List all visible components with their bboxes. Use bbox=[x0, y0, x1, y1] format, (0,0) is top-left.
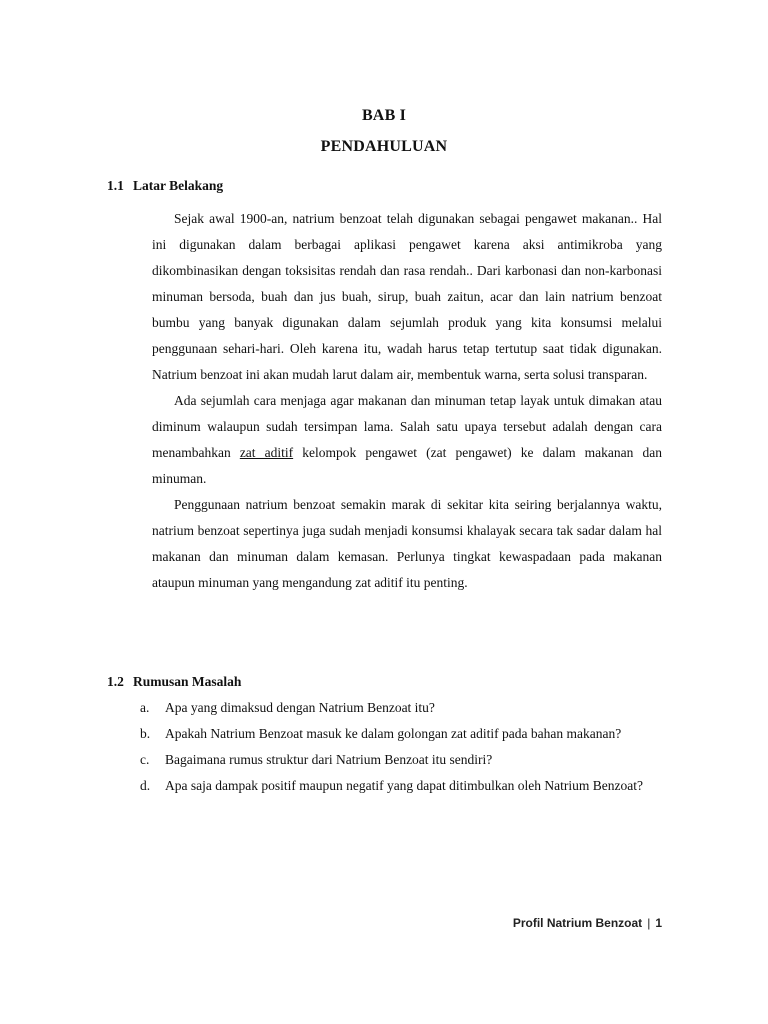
list-marker: b. bbox=[140, 726, 151, 741]
paragraph-text: Sejak awal 1900-an, natrium benzoat telah digunakan sebagai pengawet makanan.. Hal ini digunakan dalam berbagai aplikasi pengawet karena aksi antimikroba yang dikombinasikan dengan toksisitas rendah dan rasa rendah.. Dari karbonasi dan non-karbonasi minuman bersoda, buah dan jus buah, sirup, buah zaitun, acar dan lain natrium benzoat bumbu yang banyak digunakan dalam sejumlah produk yang kita konsumsi melalui penggunaan sehari-hari. Oleh karena itu, wadah harus tetap tertutup saat tidak digunakan. Natrium benzoat ini akan mudah larut dalam air, membentuk warna, serta solusi transparan. bbox=[152, 211, 662, 382]
paragraph-text: kelompok pengawet (zat pengawet) ke dalam makanan dan minuman. bbox=[152, 445, 662, 486]
section-number: 1.2 bbox=[107, 674, 124, 689]
section-title: Rumusan Masalah bbox=[133, 674, 242, 689]
underlined-term: zat aditif bbox=[239, 445, 294, 460]
paragraph bbox=[152, 492, 662, 596]
chapter-title: PENDAHULUAN bbox=[320, 138, 448, 155]
paragraph bbox=[152, 206, 662, 388]
problem-list bbox=[140, 695, 662, 799]
list-item-text: Apa yang dimaksud dengan Natrium Benzoat itu? bbox=[165, 700, 435, 715]
list-item bbox=[140, 773, 662, 799]
section-title: Latar Belakang bbox=[133, 178, 224, 193]
section-heading-rumusan-masalah bbox=[107, 674, 241, 690]
background-section-body bbox=[152, 206, 662, 596]
list-item bbox=[140, 695, 662, 721]
list-item bbox=[140, 721, 662, 747]
list-item-text: Apa saja dampak positif maupun negatif yang dapat ditimbulkan oleh Natrium Benzoat? bbox=[165, 778, 643, 793]
section-heading-latar-belakang bbox=[107, 178, 223, 194]
list-item-text: Bagaimana rumus struktur dari Natrium Benzoat itu sendiri? bbox=[165, 752, 493, 767]
footer-separator: | bbox=[647, 916, 651, 930]
page-number: 1 bbox=[655, 916, 662, 930]
list-marker: a. bbox=[140, 700, 150, 715]
section-number: 1.1 bbox=[107, 178, 124, 193]
footer-title: Profil Natrium Benzoat bbox=[512, 916, 643, 930]
list-marker: c. bbox=[140, 752, 150, 767]
page-footer bbox=[513, 916, 662, 930]
chapter-label: BAB I bbox=[361, 107, 407, 124]
paragraph bbox=[152, 388, 662, 492]
list-marker: d. bbox=[140, 778, 151, 793]
list-item-text: Apakah Natrium Benzoat masuk ke dalam golongan zat aditif pada bahan makanan? bbox=[165, 726, 622, 741]
paragraph-text: Penggunaan natrium benzoat semakin marak di sekitar kita seiring berjalannya waktu, natrium benzoat sepertinya juga sudah menjadi konsumsi khalayak secara tak sadar dalam hal makanan dan minuman dalam kemasan. Perlunya tingkat kewaspadaan pada makanan ataupun minuman yang mengandung zat aditif itu penting. bbox=[152, 497, 662, 590]
paragraph-text: Ada sejumlah cara menjaga agar makanan dan minuman tetap layak untuk dimakan atau diminum walaupun sudah tersimpan lama. Salah satu upaya tersebut adalah dengan cara menambahkan bbox=[152, 393, 662, 460]
list-item bbox=[140, 747, 662, 773]
